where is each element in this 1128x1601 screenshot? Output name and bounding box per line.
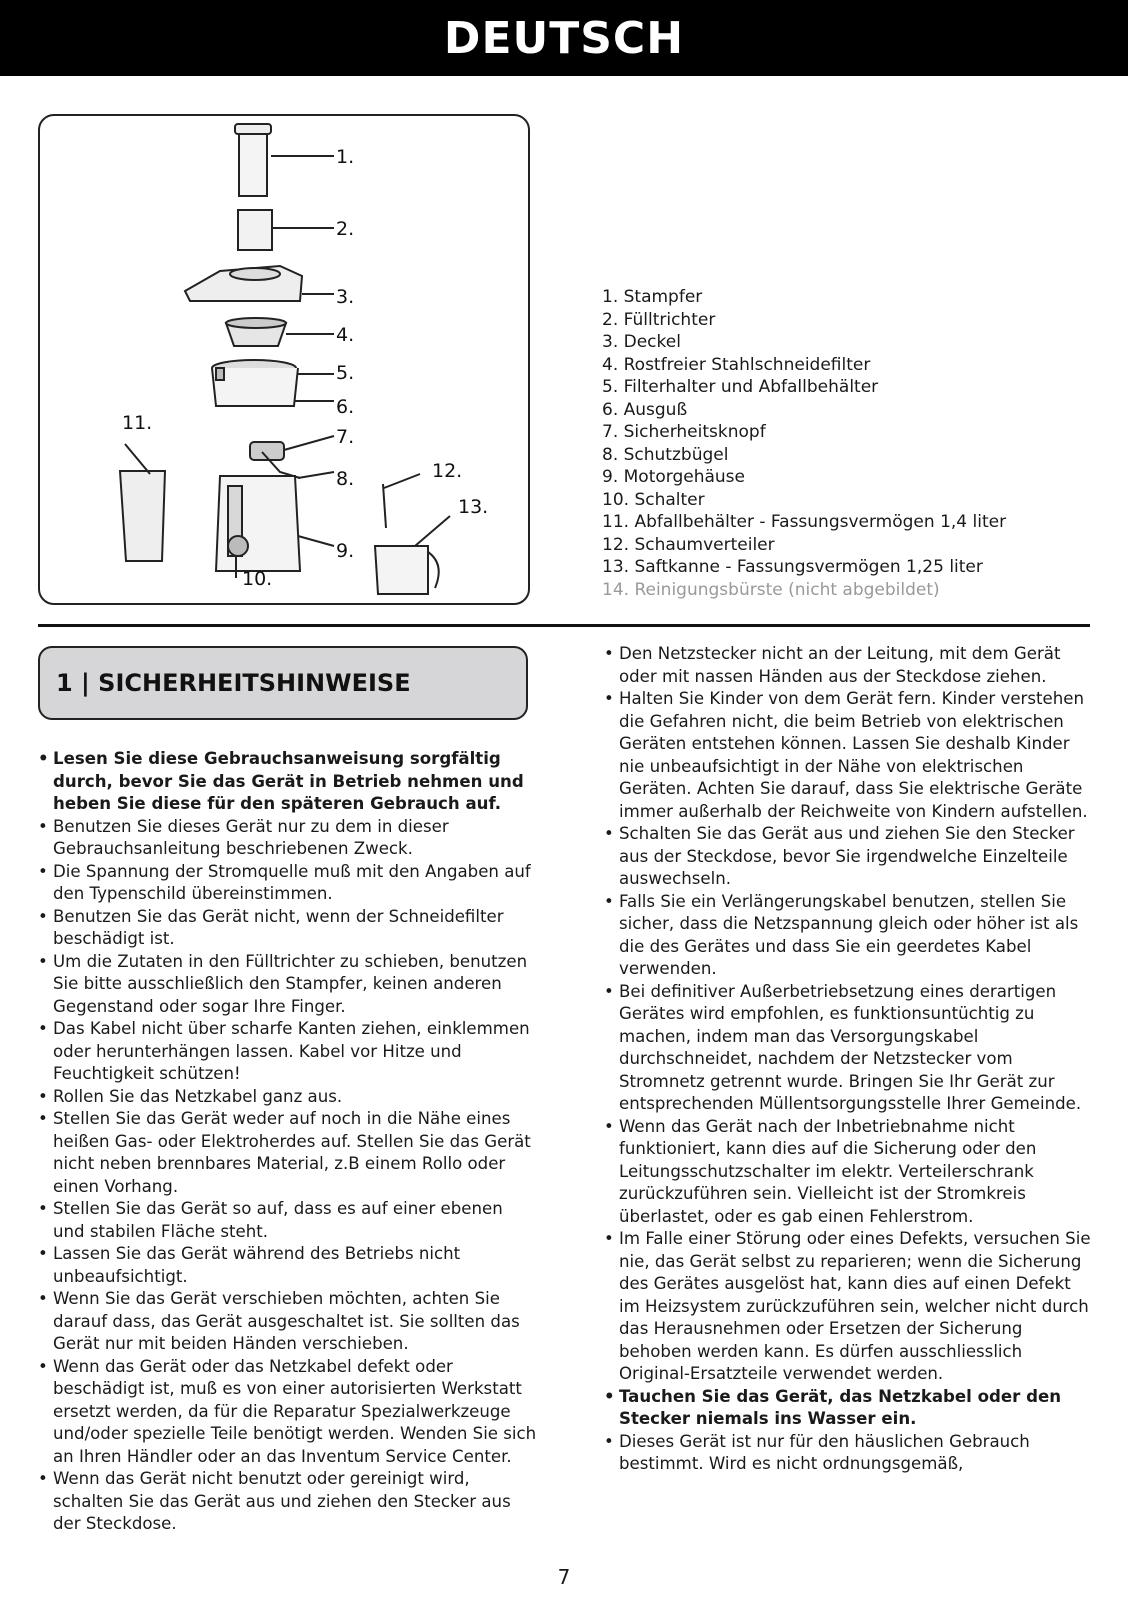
parts-list-item: 8. Schutzbügel	[602, 444, 729, 465]
section-divider	[38, 624, 1090, 627]
section-title: 1 | SICHERHEITSHINWEISE	[56, 669, 411, 697]
parts-list-item: 14. Reinigungsbürste (nicht abgebildet)	[602, 579, 940, 600]
parts-list	[602, 286, 1006, 601]
safety-item: • Bei definitiver Außerbetriebsetzung eines derartigen Gerätes wird empfohlen, es funktionsuntüchtig zu machen, indem man das Versorgungskabel durchschneidet, nachdem der Netzstecker vom Stromnetz getrennt wurde. Bringen Sie Ihr Gerät zur entsprechenden Müllentsorgungsstelle Ihrer Gemeinde.	[604, 981, 1094, 1116]
diagram-label-10: 10.	[242, 568, 273, 590]
diagram-label-6: 6.	[336, 396, 355, 418]
page-number: 7	[557, 1565, 571, 1589]
parts-list-item: 1. Stampfer	[602, 287, 703, 307]
safety-item: • Wenn Sie das Gerät verschieben möchten, achten Sie darauf dass, das Gerät ausgeschaltet ist. Sie sollten das Gerät nur mit beiden Händen verschieben.	[38, 1288, 538, 1356]
parts-list-item: 10. Schalter	[602, 489, 705, 510]
safety-item: • Tauchen Sie das Gerät, das Netzkabel oder den Stecker niemals ins Wasser ein.	[604, 1386, 1094, 1431]
diagram-label-9: 9.	[336, 540, 355, 562]
language-title: DEUTSCH	[443, 12, 685, 64]
juicer-exploded-view	[40, 116, 528, 603]
safety-item: • Wenn das Gerät oder das Netzkabel defekt oder beschädigt ist, muß es von einer autorisierten Werkstatt ersetzt werden, da für die Reparatur Spezialwerkzeuge und/oder spezielle Teile benötigt werden. Wenden Sie sich an Ihren Händler oder an das Inventum Service Center.	[38, 1356, 538, 1469]
safety-item: • Wenn das Gerät nicht benutzt oder gereinigt wird, schalten Sie das Gerät aus und ziehen den Stecker aus der Steckdose.	[38, 1468, 538, 1536]
safety-item: • Lesen Sie diese Gebrauchsanweisung sorgfältig durch, bevor Sie das Gerät in Betrieb nehmen und heben Sie diese für den späteren Gebrauch auf.	[38, 748, 538, 816]
safety-item: • Benutzen Sie dieses Gerät nur zu dem in dieser Gebrauchsanleitung beschriebenen Zweck.	[38, 816, 538, 861]
safety-item: • Stellen Sie das Gerät so auf, dass es auf einer ebenen und stabilen Fläche steht.	[38, 1198, 538, 1243]
diagram-label-7: 7.	[336, 426, 355, 448]
section-heading-box	[38, 646, 528, 720]
parts-list-item: 5. Filterhalter und Abfallbehälter	[602, 377, 879, 397]
parts-list-item: 4. Rostfreier Stahlschneidefilter	[602, 354, 871, 375]
safety-item: • Rollen Sie das Netzkabel ganz aus.	[38, 1086, 538, 1109]
diagram-label-13: 13.	[458, 496, 489, 518]
parts-list-item: 13. Saftkanne - Fassungsvermögen 1,25 liter	[602, 557, 983, 577]
parts-list-item: 7. Sicherheitsknopf	[602, 422, 766, 442]
parts-list-item: 11. Abfallbehälter - Fassungsvermögen 1,4 liter	[602, 512, 1007, 532]
page-header	[0, 0, 1128, 76]
diagram-label-4: 4.	[336, 324, 355, 346]
safety-list-right	[604, 643, 1094, 1476]
safety-item: • Falls Sie ein Verlängerungskabel benutzen, stellen Sie sicher, dass die Netzspannung gleich oder höher ist als die des Gerätes und dass Sie ein geerdetes Kabel verwenden.	[604, 891, 1094, 981]
parts-list-item: 12. Schaumverteiler	[602, 534, 775, 555]
diagram-label-3: 3.	[336, 286, 355, 308]
safety-item: • Benutzen Sie das Gerät nicht, wenn der Schneidefilter beschädigt ist.	[38, 906, 538, 951]
safety-item: • Schalten Sie das Gerät aus und ziehen Sie den Stecker aus der Steckdose, bevor Sie irgendwelche Einzelteile auswechseln.	[604, 823, 1094, 891]
diagram-label-1: 1.	[336, 146, 355, 168]
safety-item: • Wenn das Gerät nach der Inbetriebnahme nicht funktioniert, kann dies auf die Sicherung oder den Leitungsschutzschalter im elektr. Verteilerschrank zurückzuführen sein. Vielleicht ist der Stromkreis überlastet, oder es gab einen Fehlerstrom.	[604, 1116, 1094, 1229]
safety-list-left	[38, 748, 538, 1536]
diagram-label-12: 12.	[432, 460, 463, 482]
parts-list-item: 9. Motorgehäuse	[602, 467, 745, 487]
diagram-label-2: 2.	[336, 218, 355, 240]
parts-list-item: 6. Ausguß	[602, 399, 688, 420]
parts-list-item: 2. Fülltrichter	[602, 309, 716, 330]
parts-list-item: 3. Deckel	[602, 332, 681, 352]
diagram-label-5: 5.	[336, 362, 355, 384]
safety-item: • Halten Sie Kinder von dem Gerät fern. Kinder verstehen die Gefahren nicht, die beim Betrieb von elektrischen Geräten entstehen können. Lassen Sie deshalb Kinder nie unbeaufsichtigt in der Nähe von elektrischen Geräten. Achten Sie darauf, dass Sie elektrische Geräte immer außerhalb der Reichweite von Kindern aufstellen.	[604, 688, 1094, 823]
safety-item: • Dieses Gerät ist nur für den häuslichen Gebrauch bestimmt. Wird es nicht ordnungsgemäß,	[604, 1431, 1094, 1476]
diagram-label-11: 11.	[122, 412, 153, 434]
safety-item: • Im Falle einer Störung oder eines Defekts, versuchen Sie nie, das Gerät selbst zu reparieren; wenn die Sicherung des Gerätes ausgelöst hat, kann dies auf einen Defekt im Heizsystem zurückzuführen sein, welcher nicht durch das Herausnehmen oder Ersetzen der Sicherung behoben werden kann. Es dürfen ausschliesslich Original-Ersatzteile verwendet werden.	[604, 1228, 1094, 1386]
safety-item: • Lassen Sie das Gerät während des Betriebs nicht unbeaufsichtigt.	[38, 1243, 538, 1288]
diagram-label-8: 8.	[336, 468, 355, 490]
juicer-diagram	[38, 114, 530, 605]
safety-item: • Das Kabel nicht über scharfe Kanten ziehen, einklemmen oder herunterhängen lassen. Kabel vor Hitze und Feuchtigkeit schützen!	[38, 1018, 538, 1086]
safety-item: • Um die Zutaten in den Fülltrichter zu schieben, benutzen Sie bitte ausschließlich den Stampfer, keinen anderen Gegenstand oder sogar Ihre Finger.	[38, 951, 538, 1019]
safety-item: • Die Spannung der Stromquelle muß mit den Angaben auf den Typenschild übereinstimmen.	[38, 861, 538, 906]
safety-item: • Den Netzstecker nicht an der Leitung, mit dem Gerät oder mit nassen Händen aus der Steckdose ziehen.	[604, 643, 1094, 688]
safety-item: • Stellen Sie das Gerät weder auf noch in die Nähe eines heißen Gas- oder Elektroherdes auf. Stellen Sie das Gerät nicht neben brennbares Material, z.B einem Rollo oder einen Vorhang.	[38, 1108, 538, 1198]
